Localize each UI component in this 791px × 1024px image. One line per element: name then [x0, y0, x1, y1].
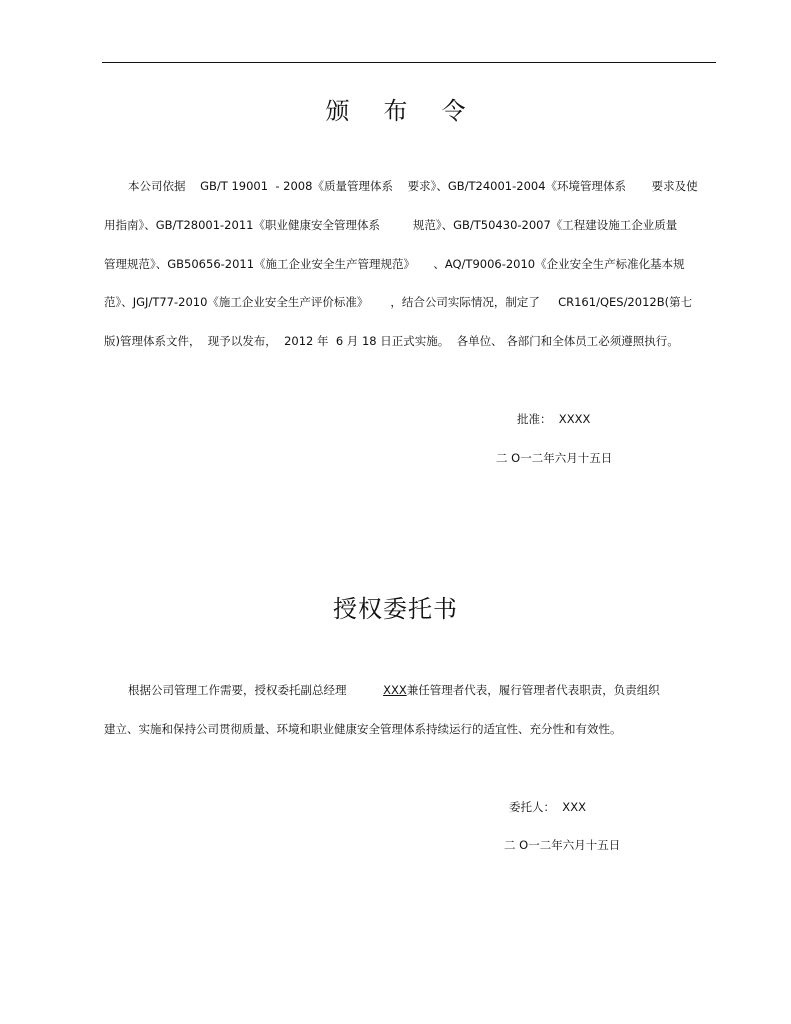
- authorization-line-1-end: 兼任管理者代表，履行管理者代表职责，负责组织: [406, 683, 660, 697]
- decree-line-4: 范》、JGJ/T77-2010《施工企业安全生产评价标准》 ，结合公司实际情况，制定了 CR161/QES/2012B(第七: [104, 295, 693, 309]
- authorization-line-1-start: 根据公司管理工作需要，授权委托副总经理: [128, 683, 384, 697]
- decree-line-2: 用指南》、GB/T28001-2011《职业健康安全管理体系 规范》、GB/T50430-2007《工程建设施工企业质量: [104, 218, 678, 232]
- authorization-principal: 委托人： XXX: [509, 800, 586, 814]
- decree-title: 颁布令: [325, 97, 500, 125]
- decree-approval: 批准： XXXX: [517, 412, 591, 426]
- decree-date: 二 O一二年六月十五日: [496, 451, 613, 465]
- authorization-date: 二 O一二年六月十五日: [504, 838, 621, 852]
- decree-line-5: 版)管理体系文件， 现予以发布， 2012 年 6 月 18 日正式实施。 各单位、 各部门和全体员工必须遵照执行。: [104, 334, 679, 348]
- authorization-title: 授权委托书: [333, 595, 458, 623]
- decree-line-3: 管理规范》、GB50656-2011《施工企业安全生产管理规范》 、AQ/T9006-2010《企业安全生产标准化基本规: [104, 257, 685, 271]
- decree-line-1: 本公司依据 GB/T 19001 - 2008《质量管理体系 要求》、GB/T24001-2004《环境管理体系 要求及使: [128, 179, 698, 193]
- authorized-person-name: XXX: [383, 683, 407, 697]
- authorization-line-2: 建立、实施和保持公司贯彻质量、环境和职业健康安全管理体系持续运行的适宜性、充分性和有效性。: [104, 722, 622, 736]
- authorization-line-1: [128, 682, 660, 698]
- top-rule: [102, 62, 716, 63]
